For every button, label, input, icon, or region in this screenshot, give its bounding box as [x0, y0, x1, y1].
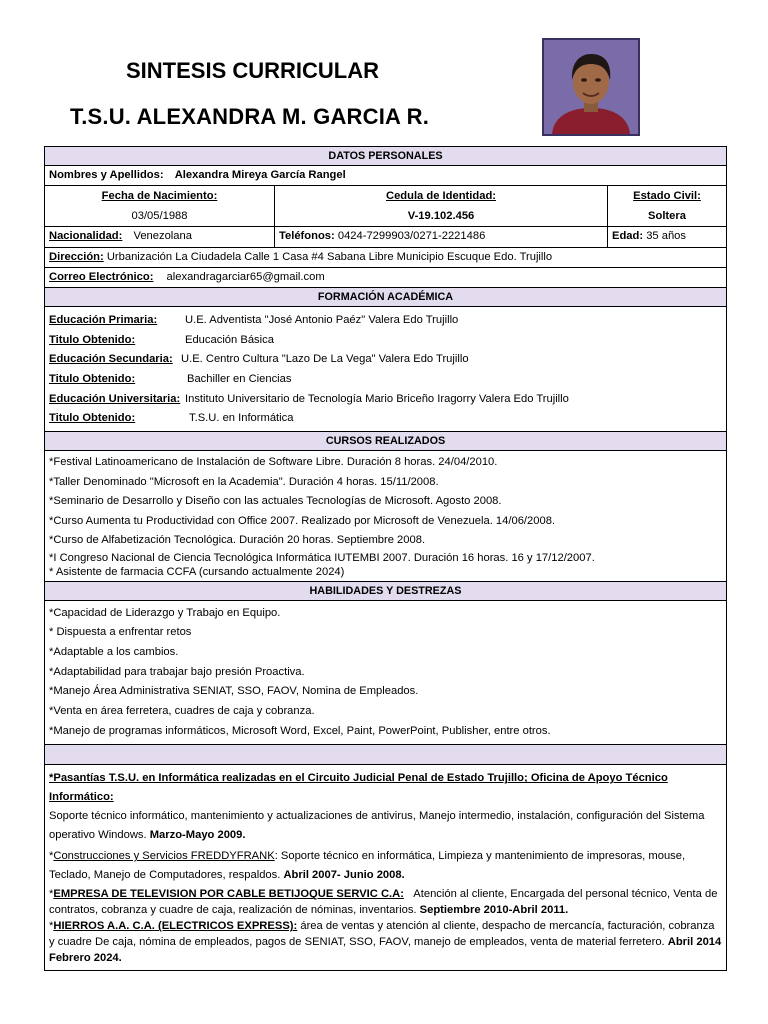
education-item [49, 370, 726, 390]
phones-value: 0424-7299903/0271-2221486 [337, 230, 486, 242]
phones-label: Teléfonos: [279, 230, 335, 242]
email-label: Correo Electrónico: [49, 271, 154, 283]
nationality-label: Nacionalidad: [49, 230, 123, 242]
course-item: * Asistente de farmacia CCFA (cursando actualmente 2024) [49, 566, 345, 579]
experience-title: Construcciones y Servicios FREDDYFRANK [53, 850, 275, 863]
course-item: *Taller Denominado "Microsoft en la Academia". Duración 4 horas. 15/11/2008. [49, 475, 439, 488]
full-name-row [45, 166, 726, 186]
experience-date: Septiembre 2010-Abril 2011. [419, 904, 569, 917]
experience-item [49, 769, 722, 845]
section-habilidades-destrezas: HABILIDADES Y DESTREZAS [45, 582, 726, 601]
course-item: *Curso de Alfabetización Tecnológica. Duración 20 horas. Septiembre 2008. [49, 534, 426, 547]
experience-text: Atención al cliente, Encargada del personal técnico, Venta de contratos, cobranza y cuadre de caja, realización de nóminas, inventarios. [49, 888, 718, 917]
course-item: *Seminario de Desarrollo y Diseño con las actuales Tecnologías de Microsoft. Agosto 2008. [49, 495, 502, 508]
education-label: Educación Primaria: [49, 314, 158, 326]
experience-text: : Soporte técnico en informática, Limpieza y mantenimiento de impresoras, mouse, Teclado, Manejo de Computadores, respaldos. [49, 850, 686, 882]
profile-photo [542, 38, 640, 136]
full-name-label: Nombres y Apellidos: [49, 169, 164, 181]
birth-value: 03/05/1988 [131, 210, 188, 222]
civil-label: Estado Civil: [633, 190, 701, 202]
skill-item: *Manejo de programas informáticos, Microsoft Word, Excel, Paint, PowerPoint, Publisher, entre otros. [49, 724, 551, 737]
curriculum-table [44, 146, 727, 971]
experience-bullet: * [49, 850, 54, 863]
education-value: T.S.U. en Informática [189, 412, 294, 425]
experience-date: Marzo-Mayo 2009. [149, 829, 246, 842]
section-datos-personales: DATOS PERSONALES [45, 147, 726, 166]
education-label: Educación Secundaria: [49, 353, 173, 366]
experience-title: HIERROS A.A. C.A. (ELECTRICOS EXPRESS): [53, 920, 298, 933]
education-item [49, 409, 726, 429]
section-cursos-realizados: CURSOS REALIZADOS [45, 432, 726, 451]
skill-item: *Adaptabilidad para trabajar bajo presión Proactiva. [49, 665, 305, 678]
id-label: Cedula de Identidad: [385, 190, 497, 202]
skill-item: *Adaptable a los cambios. [49, 646, 179, 658]
experience-title: *Pasantías T.S.U. en Informática realizadas en el Circuito Judicial Penal de Estado Trujillo; Oficina de Apoyo Técnico Informático: [49, 772, 668, 804]
education-label: Titulo Obtenido: [49, 412, 136, 425]
email-row [45, 268, 726, 288]
course-item: *Festival Latinoamericano de Instalación de Software Libre. Duración 8 horas. 24/04/2010. [49, 456, 498, 469]
section-empty-header [45, 745, 726, 765]
document-title: SINTESIS CURRICULAR [126, 58, 380, 83]
nationality-phone-age-row [45, 227, 726, 248]
email-value: alexandragarciar65@gmail.com [166, 271, 325, 283]
courses-list [45, 451, 726, 582]
id-value: V-19.102.456 [407, 210, 475, 222]
education-item [49, 311, 726, 331]
experience-text: Soporte técnico informático, mantenimiento y actualizaciones de antivirus, Manejo intermedio, instalación, configuración del Sistema operativo Windows. [49, 810, 705, 842]
experience-title: EMPRESA DE TELEVISION POR CABLE BETIJOQUE SERVIC C.A: [53, 888, 404, 901]
education-value: U.E. Centro Cultura "Lazo De La Vega" Valera Edo Trujillo [181, 353, 469, 366]
course-item: *Curso Aumenta tu Productividad con Office 2007. Realizado por Microsoft de Venezuela. 14/06/2008. [49, 514, 556, 527]
skill-item: * Dispuesta a enfrentar retos [49, 626, 192, 639]
experience-date: Abril 2014 Febrero 2024. [49, 936, 722, 965]
education-value: Instituto Universitario de Tecnología Mario Briceño Iragorry Valera Edo Trujillo [185, 392, 569, 405]
skill-item: *Manejo Área Administrativa SENIAT, SSO, FAOV, Nomina de Empleados. [49, 685, 419, 698]
birth-id-civil-row [45, 186, 726, 227]
civil-cell [608, 186, 726, 226]
address-value: Urbanización La Ciudadela Calle 1 Casa #4 Sabana Libre Municipio Escuque Edo. Trujillo [106, 251, 553, 263]
address-label: Dirección: [49, 251, 104, 263]
experience-bullet: * [49, 888, 54, 901]
experience-item [49, 886, 722, 918]
age-value: 35 años [646, 230, 686, 242]
phones-cell [275, 227, 608, 247]
experience-item [49, 918, 722, 966]
experience-text: área de ventas y atención al cliente, despacho de mercancía, facturación, cobranza y cuadre De caja, nómina de empleados, pagos de SENIAT, SSO, FAOV, manejo de empleados, venta de material ferretero. [49, 920, 715, 949]
skill-item: *Venta en área ferretera, cuadres de caja y cobranza. [49, 705, 315, 718]
full-name-value: Alexandra Mireya García Rangel [174, 169, 346, 181]
education-list [45, 307, 726, 432]
experience-date: Abril 2007- Junio 2008. [283, 869, 405, 882]
education-item [49, 390, 726, 410]
age-label: Edad: [612, 230, 644, 242]
nationality-cell [45, 227, 275, 247]
education-item [49, 350, 726, 370]
education-label: Titulo Obtenido: [49, 373, 136, 386]
section-formacion-academica: FORMACIÓN ACADÉMICA [45, 288, 726, 307]
skill-item: *Capacidad de Liderazgo y Trabajo en Equipo. [49, 606, 281, 619]
civil-value: Soltera [648, 210, 686, 222]
birth-label: Fecha de Nacimiento: [101, 190, 218, 202]
education-value: Educación Básica [185, 333, 274, 346]
experience-list [45, 765, 726, 970]
id-cell [275, 186, 608, 226]
birth-cell [45, 186, 275, 226]
course-item: *I Congreso Nacional de Ciencia Tecnológica Informática IUTEMBI 2007. Duración 16 horas. 16 y 17/12/2007. [49, 551, 595, 564]
education-item [49, 331, 726, 351]
education-label: Educación Universitaria: [49, 392, 181, 405]
nationality-value: Venezolana [133, 230, 192, 242]
candidate-name: T.S.U. ALEXANDRA M. GARCIA R. [70, 104, 430, 129]
experience-item [49, 847, 722, 885]
education-label: Titulo Obtenido: [49, 333, 136, 346]
portrait-image [544, 40, 638, 134]
age-cell [608, 227, 726, 247]
skills-list [45, 601, 726, 746]
address-row [45, 248, 726, 268]
education-value: U.E. Adventista "José Antonio Paéz" Valera Edo Trujillo [185, 314, 459, 326]
experience-bullet: * [49, 920, 54, 933]
education-value: Bachiller en Ciencias [187, 373, 292, 386]
